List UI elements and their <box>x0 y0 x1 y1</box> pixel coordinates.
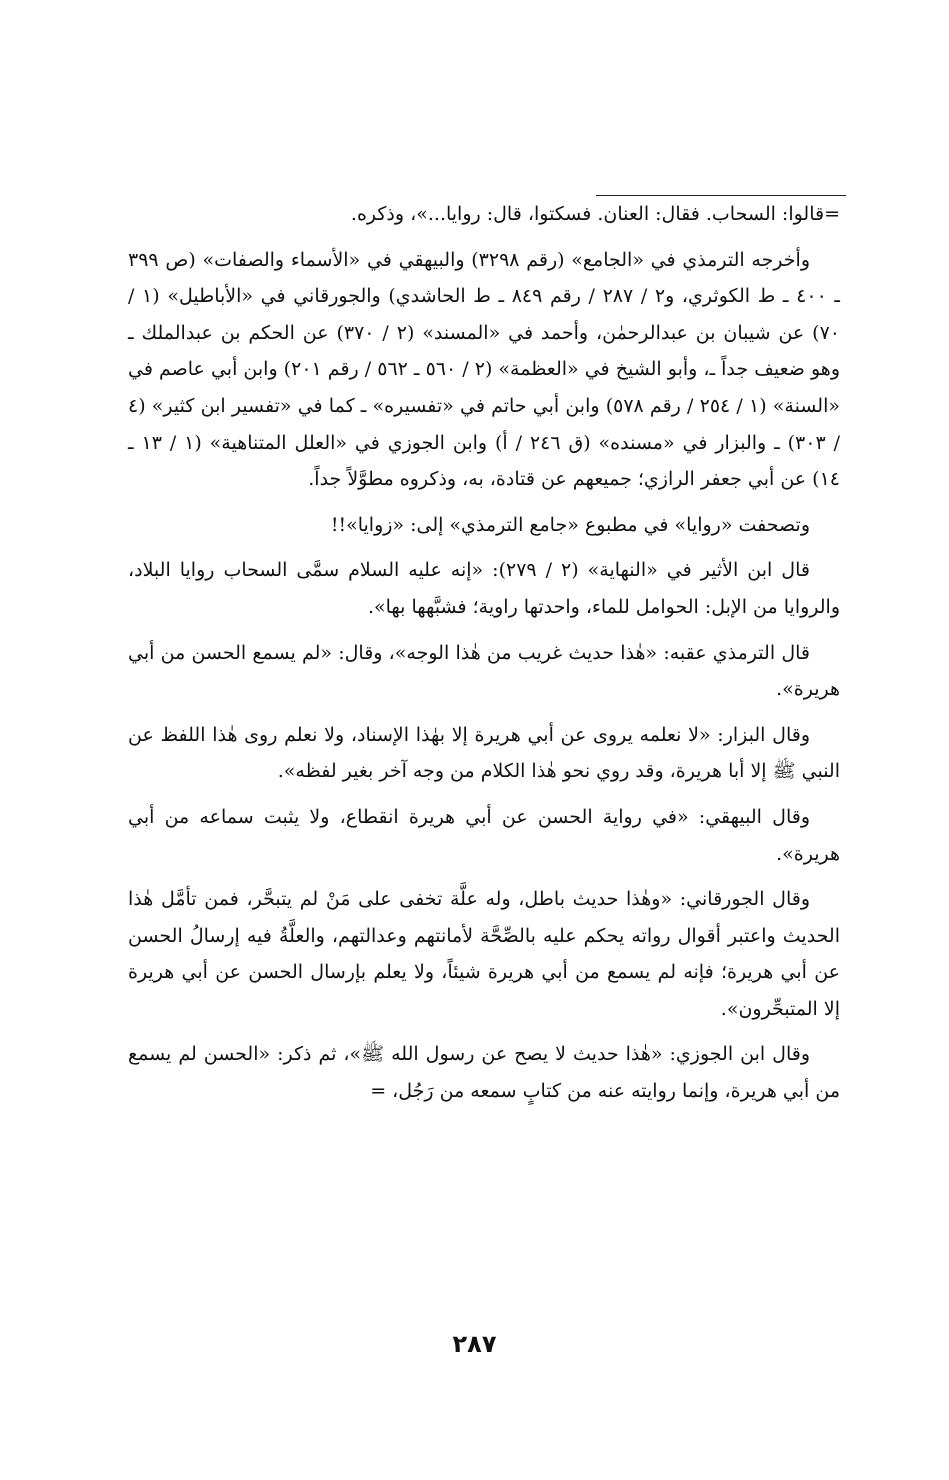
footnote-paragraph-9: وقال ابن الجوزي: «هٰذا حديث لا يصح عن رسول الله ﷺ»، ثم ذكر: «الحسن لم يسمع من أبي هريرة، وإنما روايته عنه من كتابٍ سمعه من رَجُل، = <box>128 1043 840 1103</box>
footnote-paragraph-2: وأخرجه الترمذي في «الجامع» (رقم ٣٢٩٨) والبيهقي في «الأسماء والصفات» (ص ٣٩٩ ـ ٤٠٠ ـ ط الكوثري، و٢ / ٢٨٧ / رقم ٨٤٩ ـ ط الحاشدي) والجورقاني في «الأباطيل» (١ / ٧٠) عن شيبان بن عبدالرحمٰن، وأحمد في «المسند» (٢ / ٣٧٠) عن الحكم بن عبدالملك ـ وهو ضعيف جداً ـ، وأبو الشيخ في «العظمة» (٢ / ٥٦٠ ـ ٥٦٢ / رقم ٢٠١) وابن أبي عاصم في «السنة» (١ / ٢٥٤ / رقم ٥٧٨) وابن أبي حاتم في «تفسيره» ـ كما في «تفسير ابن كثير» (٤ / ٣٠٣) ـ والبزار في «مسنده» (ق ٢٤٦ / أ) وابن الجوزي في «العلل المتناهية» (١ / ١٣ ـ ١٤) عن أبي جعفر الرازي؛ جميعهم عن قتادة، به، وذكروه مطوَّلاً جداً. <box>128 248 840 491</box>
footnote-paragraph-4: قال ابن الأثير في «النهاية» (٢ / ٢٧٩): «إنه عليه السلام سمَّى السحاب روايا البلاد، والروايا من الإبل: الحوامل للماء، واحدتها راوية؛ فشبَّهها بها». <box>128 559 840 618</box>
footnote-paragraph-3: وتصحفت «روايا» في مطبوع «جامع الترمذي» إلى: «زوايا»!! <box>330 513 810 536</box>
footnote-paragraph-7: وقال البيهقي: «في رواية الحسن عن أبي هريرة انقطاع، ولا يثبت سماعه من أبي هريرة». <box>128 805 840 865</box>
footnote-paragraph-1: =قالوا: السحاب. فقال: العنان. فسكتوا، قال: روايا...»، وذكره. <box>350 203 840 225</box>
page-number: ٢٨٧ <box>452 1330 497 1358</box>
footnote-paragraph-5: قال الترمذي عقبه: «هٰذا حديث غريب من هٰذا الوجه»، وقال: «لم يسمع الحسن من أبي هريرة». <box>128 641 840 701</box>
footnote-paragraph-6: وقال البزار: «لا نعلمه يروى عن أبي هريرة إلا بهٰذا الإسناد، ولا نعلم روى هٰذا اللفظ عن النبي ﷺ إلا أبا هريرة، وقد روي نحو هٰذا الكلام من وجه آخر بغير لفظه». <box>128 723 840 783</box>
footnote-text-block <box>128 196 840 1119</box>
footnote-paragraph-8: وقال الجورقاني: «وهٰذا حديث باطل، وله علَّة تخفى على مَنْ لم يتبحَّر، فمن تأمَّل هٰذا الحديث واعتبر أقوال رواته يحكم عليه بالصِّحَّة لأمانتهم وعدالتهم، والعلَّةُ فيه إرسالُ الحسن عن أبي هريرة؛ فإنه لم يسمع من أبي هريرة شيئاً، ولا يعلم بإرسال الحسن عن أبي هريرة إلا المتبحِّرون». <box>128 888 840 1020</box>
